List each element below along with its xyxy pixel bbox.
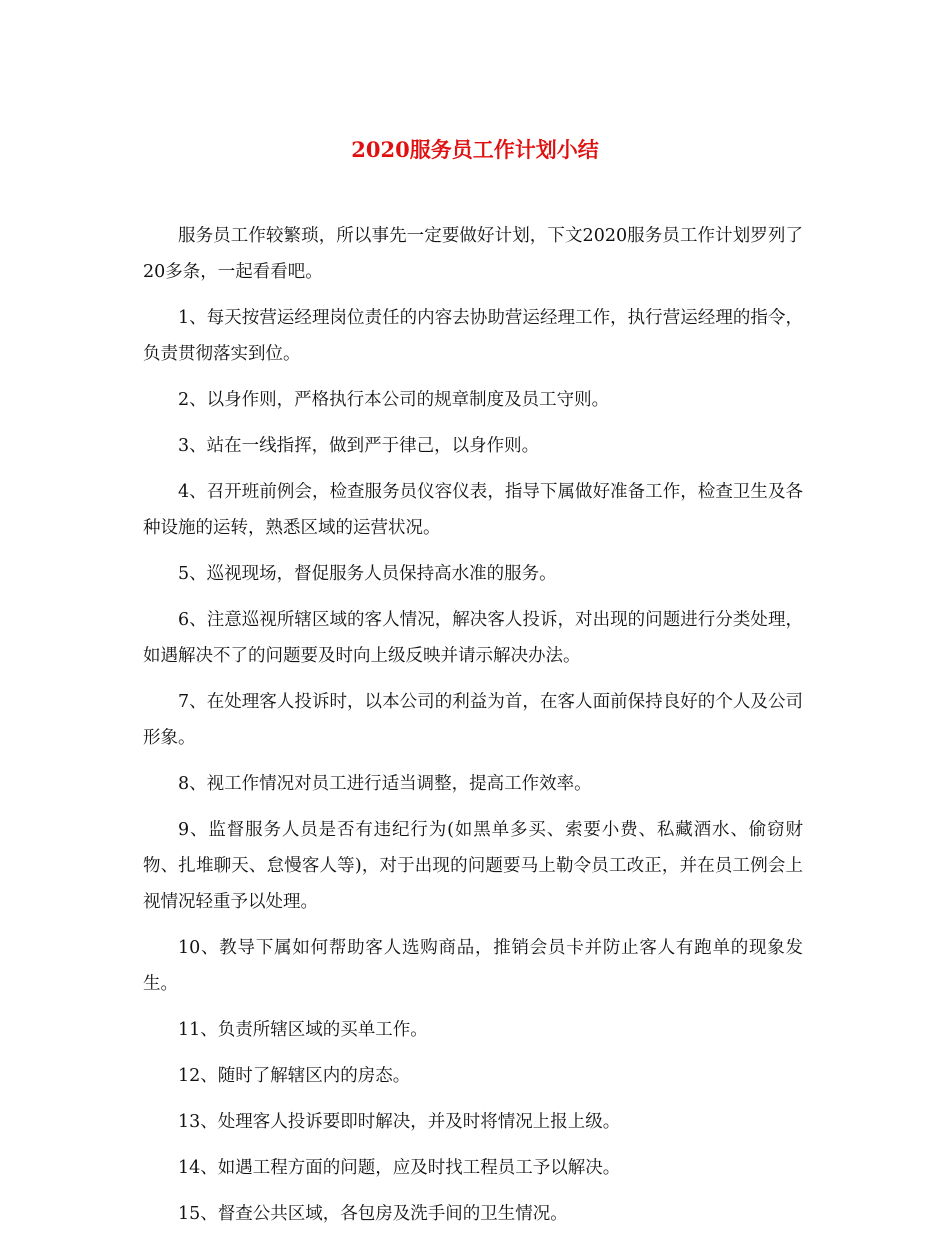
list-item-paragraph: 8、视工作情况对员工进行适当调整，提高工作效率。 — [178, 774, 592, 794]
document-body — [143, 218, 803, 1242]
list-item-paragraph: 14、如遇工程方面的问题，应及时找工程员工予以解决。 — [178, 1158, 621, 1178]
list-item-paragraph: 11、负责所辖区域的买单工作。 — [178, 1020, 428, 1040]
list-item-paragraph: 6、注意巡视所辖区域的客人情况，解决客人投诉，对出现的问题进行分类处理，如遇解决不了的问题要及时向上级反映并请示解决办法。 — [143, 610, 803, 666]
list-item-paragraph: 3、站在一线指挥，做到严于律己，以身作则。 — [178, 436, 540, 456]
list-item-paragraph: 13、处理客人投诉要即时解决，并及时将情况上报上级。 — [178, 1112, 621, 1132]
intro-paragraph: 服务员工作较繁琐，所以事先一定要做好计划，下文2020服务员工作计划罗列了20多条，一起看看吧。 — [143, 226, 803, 282]
document-title: 2020服务员工作计划小结 — [351, 137, 599, 162]
list-item-paragraph: 10、教导下属如何帮助客人选购商品，推销会员卡并防止客人有跑单的现象发生。 — [143, 938, 803, 994]
list-item-paragraph: 7、在处理客人投诉时，以本公司的利益为首，在客人面前保持良好的个人及公司形象。 — [143, 692, 803, 748]
list-item-paragraph: 5、巡视现场，督促服务人员保持高水准的服务。 — [178, 564, 557, 584]
list-item-paragraph: 2、以身作则，严格执行本公司的规章制度及员工守则。 — [178, 390, 610, 410]
list-item-paragraph: 4、召开班前例会，检查服务员仪容仪表，指导下属做好准备工作，检查卫生及各种设施的运转，熟悉区域的运营状况。 — [143, 482, 803, 538]
list-item-paragraph: 9、监督服务人员是否有违纪行为(如黑单多买、索要小费、私藏酒水、偷窃财物、扎堆聊天、怠慢客人等)，对于出现的问题要马上勒令员工改正，并在员工例会上视情况轻重予以处理。 — [143, 820, 803, 912]
list-item-paragraph: 1、每天按营运经理岗位责任的内容去协助营运经理工作，执行营运经理的指令，负责贯彻落实到位。 — [143, 308, 803, 364]
list-item-paragraph: 12、随时了解辖区内的房态。 — [178, 1066, 411, 1086]
list-item-paragraph: 15、督查公共区域，各包房及洗手间的卫生情况。 — [178, 1204, 568, 1224]
